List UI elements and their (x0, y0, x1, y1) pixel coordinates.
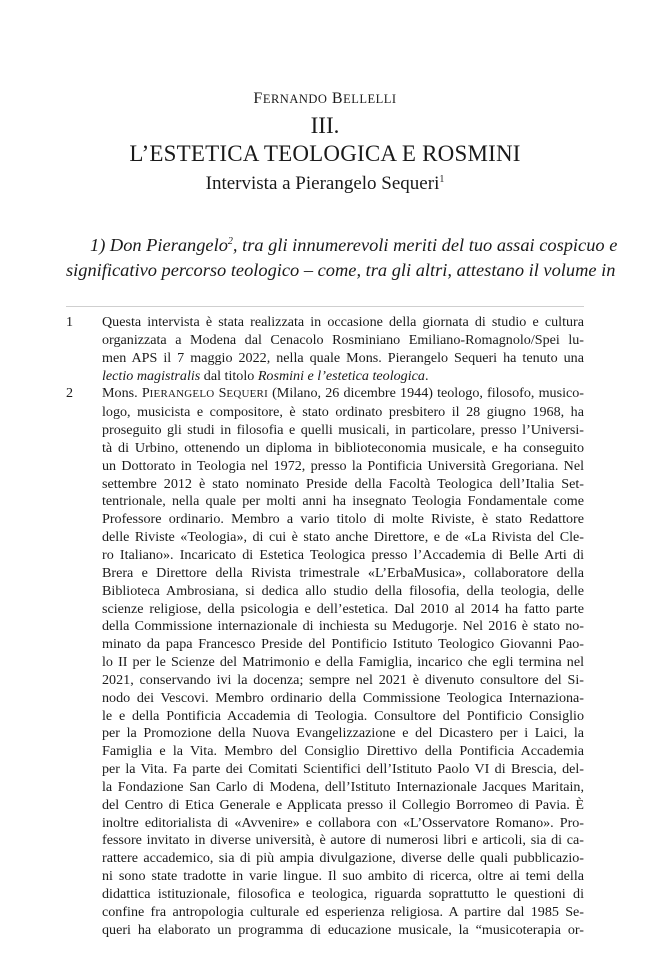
footnote-1 (66, 314, 584, 385)
footnote-line: Questa intervista è stata realizzata in occasione della giornata di studio e cultura (102, 314, 584, 330)
footnote-2 (66, 385, 584, 939)
footnote-line: un Dottorato in Teologia nel 1972, presso la Pontificia Università Gregoriana. Nel (102, 457, 584, 474)
footnote-line: delle Riviste «Teologia», di cui è stato anche Direttore, e de «La Rivista del Cle- (102, 529, 584, 546)
footnote-line: tà di Urbino, ottenendo un diploma in biblioteconomia musicale, e ha conseguito (102, 439, 584, 456)
chapter-subtitle: Intervista a Pierangelo Sequeri$^1$ (205, 173, 445, 194)
footnote-line: Brera e Direttore della Rivista trimestrale «L’ErbaMusica», collaboratore della (102, 564, 584, 581)
footnote-line: nodo dei Vescovi. Membro ordinario della Commissione Teologica Internaziona- (102, 689, 584, 706)
question-line: significativo percorso teologico – come, tra gli altri, attestano il volume in (66, 260, 616, 280)
footnote-line: fessore invitato in diverse università, è autore di numerosi libri e articoli, sia di ca- (102, 832, 584, 849)
footnote-line: men APS il 7 maggio 2022, nella quale Mons. Pierangelo Sequeri ha tenuto una (102, 349, 584, 366)
footnote-line: minato da papa Francesco Preside del Pontificio Istituto Teologico Giovanni Pao- (102, 636, 584, 653)
footnote-ref-1[interactable]: 1 (439, 174, 445, 185)
footnote-separator (66, 306, 584, 307)
footnote-line: ni sono state tradotte in varie lingue. Il suo ambito di ricerca, oltre ai temi della (102, 868, 584, 885)
footnote-line: settembre 2012 è stato nominato Preside della Facoltà Teologica dell’Italia Set- (102, 475, 584, 492)
interview-question (66, 233, 618, 283)
footnote-line: per la Promozione della Nuova Evangelizzazione e del Dicastero per i Laici, la (102, 725, 584, 742)
footnote-line: lectio magistralis dal titolo Rosmini e l’estetica teologica. (102, 367, 429, 384)
footnote-line: logo, musicista e compositore, è stato ordinato presbitero il 28 giugno 1968, ha (102, 404, 584, 421)
footnote-line: ro Italiano». Incaricato di Estetica Teologica presso l’Accademia di Belle Arti di (102, 546, 584, 563)
footnote-line: organizzata a Modena dal Cenacolo Rosminiano Emiliano-Romagnolo/Spei lu- (102, 331, 584, 348)
footnote-line: Mons. PIERANGELO SEQUERI (Milano, 26 dicembre 1944) teologo, filosofo, musico- (102, 385, 584, 402)
footnote-line: Famiglia e la Vita. Membro del Consiglio Direttivo della Pontificia Accademia (102, 743, 584, 760)
footnote-line: per la Vita. Fa parte dei Comitati Scientifici dell’Istituto Paolo VI di Brescia, del- (102, 761, 584, 778)
question-line: 1) Don Pierangelo$^2$, tra gli innumerevoli meriti del tuo assai cospicuo e (90, 235, 618, 255)
footnote-line: lo II per le Scienze del Matrimonio e della Famiglia, incarico che egli termina nel (102, 654, 584, 671)
author-name: FERNANDO BELLELLI (253, 90, 397, 107)
chapter-number: III. (310, 113, 340, 138)
footnote-line: queri ha elaborato un programma di educazione musicale, la “musicoterapia or- (102, 921, 584, 938)
footnote-line: inoltre editorialista di «Avvenire» e collabora con «L’Osservatore Romano». Pro- (102, 814, 584, 831)
footnote-ref-2[interactable]: 2 (227, 236, 233, 247)
footnote-line: del Centro di Etica Generale e Applicata presso il Collegio Borromeo di Pavia. È (102, 796, 584, 813)
footnote-number: 1 (66, 314, 74, 330)
chapter-title: L’ESTETICA TEOLOGICA E ROSMINI (129, 141, 521, 166)
footnote-line: della Commissione internazionale di inchiesta su Medugorje. Nel 2016 è stato no- (102, 618, 584, 635)
footnote-line: Professore ordinario. Membro a vario titolo di molte Riviste, è stato Redattore (102, 511, 584, 528)
footnote-line: confine fra antropologia culturale ed esperienza religiosa. A partire dal 1985 Se- (102, 903, 584, 920)
footnote-number: 2 (66, 385, 74, 402)
footnote-line: proseguito gli studi in filosofia e quelli musicali, in particolare, presso l’Universi- (102, 422, 584, 439)
footnote-line: Biblioteca Ambrosiana, si dedica allo studio della filosofia, della teologia, delle (102, 582, 584, 599)
footnote-line: la Fondazione San Carlo di Modena, dell’Istituto Internazionale Jacques Maritain, (102, 778, 584, 795)
footnote-line: le e della Pontificia Accademia di Teologia. Consultore del Pontificio Consiglio (102, 707, 584, 724)
footnote-line: didattica istituzionale, filosofica e teologica, riguarda soprattutto le questioni di (102, 886, 584, 902)
footnote-line: tentrionale, nella quale per molti anni ha insegnato Teologia Fondamentale come (102, 493, 584, 510)
footnote-line: 2021, conservando ivi la docenza; sempre nel 2021 è divenuto consultore del Si- (102, 671, 584, 688)
footnotes (66, 314, 584, 940)
footnote-line: scienze religiose, della psicologia e dell’estetica. Dal 2010 al 2014 ha fatto parte (102, 600, 584, 617)
footnote-line: rattere accademico, sia di più ampia divulgazione, diverse delle quali pubblicazio- (102, 850, 584, 867)
